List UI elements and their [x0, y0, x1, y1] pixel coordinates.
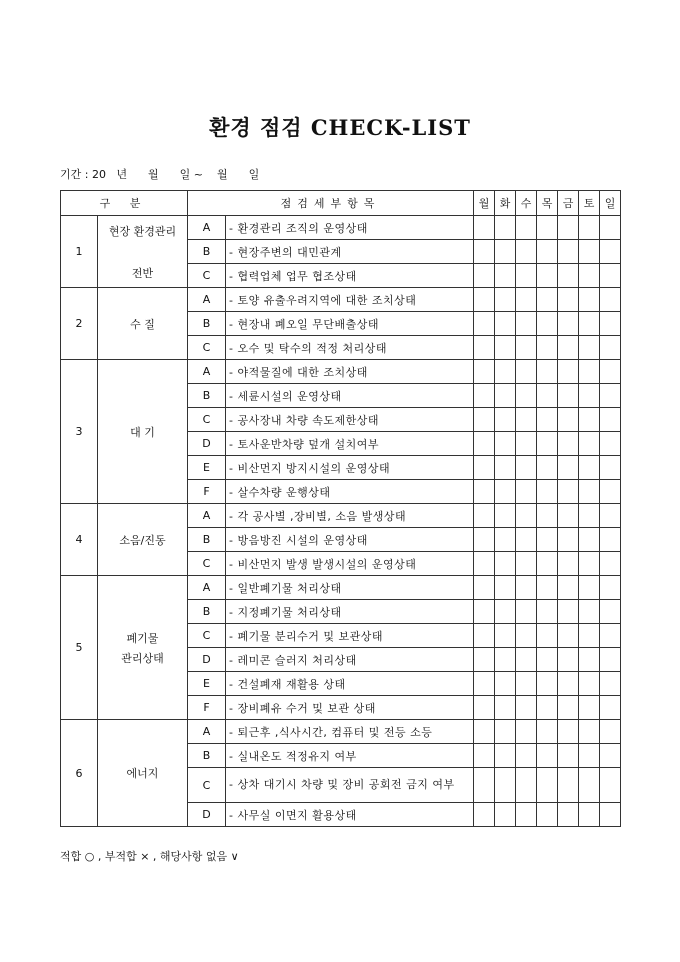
header-day-wed: 수 [516, 191, 537, 216]
check-cell[interactable] [558, 456, 579, 480]
item-description: - 협력업체 업무 협조상태 [226, 264, 474, 288]
check-cell[interactable] [516, 624, 537, 648]
check-cell[interactable] [600, 432, 621, 456]
check-cell[interactable] [495, 456, 516, 480]
check-cell[interactable] [558, 504, 579, 528]
check-cell[interactable] [600, 696, 621, 720]
header-category: 구 분 [61, 191, 188, 216]
check-cell[interactable] [537, 384, 558, 408]
group-number: 4 [61, 504, 98, 576]
check-cell[interactable] [558, 480, 579, 504]
check-cell[interactable] [600, 408, 621, 432]
group-category-line: 소음/진동 [119, 533, 166, 547]
check-cell[interactable] [600, 216, 621, 240]
item-description: - 환경관리 조직의 운영상태 [226, 216, 474, 240]
check-cell[interactable] [537, 528, 558, 552]
check-cell[interactable] [600, 288, 621, 312]
period-line: 기간 : 20 년 월 일 ~ 월 일 [60, 168, 260, 181]
check-cell[interactable] [537, 504, 558, 528]
legend: 적합 ○ , 부적합 × , 해당사항 없음 ∨ [60, 850, 239, 863]
item-code: B [188, 528, 226, 552]
item-code: B [188, 384, 226, 408]
check-cell[interactable] [474, 624, 495, 648]
header-row [61, 191, 621, 216]
check-cell[interactable] [516, 744, 537, 768]
check-cell[interactable] [495, 720, 516, 744]
item-description: - 오수 및 탁수의 적정 처리상태 [226, 336, 474, 360]
check-cell[interactable] [516, 696, 537, 720]
check-cell[interactable] [516, 480, 537, 504]
item-code: D [188, 432, 226, 456]
check-cell[interactable] [600, 336, 621, 360]
check-cell[interactable] [495, 336, 516, 360]
check-cell[interactable] [537, 768, 558, 803]
item-code: C [188, 264, 226, 288]
check-cell[interactable] [516, 672, 537, 696]
check-cell[interactable] [537, 216, 558, 240]
check-cell[interactable] [579, 768, 600, 803]
item-description: - 토양 유출우려지역에 대한 조치상태 [226, 288, 474, 312]
check-cell[interactable] [558, 312, 579, 336]
item-code: E [188, 456, 226, 480]
header-day-tue: 화 [495, 191, 516, 216]
checklist-table [60, 190, 621, 827]
check-cell[interactable] [579, 803, 600, 827]
check-cell[interactable] [558, 552, 579, 576]
group-category [98, 288, 188, 360]
check-cell[interactable] [537, 648, 558, 672]
check-cell[interactable] [579, 744, 600, 768]
check-cell[interactable] [516, 432, 537, 456]
item-description: - 실내온도 적정유지 여부 [226, 744, 474, 768]
check-cell[interactable] [558, 803, 579, 827]
check-cell[interactable] [579, 456, 600, 480]
item-code: C [188, 408, 226, 432]
item-description: - 폐기물 분리수거 및 보관상태 [226, 624, 474, 648]
check-cell[interactable] [474, 264, 495, 288]
item-code: A [188, 288, 226, 312]
check-cell[interactable] [516, 552, 537, 576]
check-cell[interactable] [579, 696, 600, 720]
check-cell[interactable] [474, 288, 495, 312]
header-day-mon: 월 [474, 191, 495, 216]
item-code: C [188, 552, 226, 576]
item-description: - 사무실 이면지 활용상태 [226, 803, 474, 827]
check-cell[interactable] [516, 528, 537, 552]
item-description: - 건설폐재 재활용 상태 [226, 672, 474, 696]
check-cell[interactable] [474, 480, 495, 504]
group-number: 3 [61, 360, 98, 504]
group-category-line: 관리상태 [121, 651, 164, 665]
check-cell[interactable] [474, 336, 495, 360]
check-cell[interactable] [537, 720, 558, 744]
group-category [98, 576, 188, 720]
item-code: C [188, 768, 226, 803]
item-description: - 토사운반차량 덮개 설치여부 [226, 432, 474, 456]
group-category [98, 720, 188, 827]
check-cell[interactable] [474, 803, 495, 827]
check-cell[interactable] [600, 624, 621, 648]
check-cell[interactable] [558, 648, 579, 672]
checklist-body [61, 216, 621, 827]
check-cell[interactable] [516, 768, 537, 803]
check-cell[interactable] [516, 288, 537, 312]
item-description: - 세륜시설의 운영상태 [226, 384, 474, 408]
item-code: A [188, 504, 226, 528]
table-row [61, 360, 621, 384]
check-cell[interactable] [558, 288, 579, 312]
page-title: 환경 점검 CHECK-LIST [209, 115, 471, 140]
check-cell[interactable] [558, 408, 579, 432]
check-cell[interactable] [600, 803, 621, 827]
check-cell[interactable] [579, 240, 600, 264]
check-cell[interactable] [474, 600, 495, 624]
item-description: - 현장내 폐오일 무단배출상태 [226, 312, 474, 336]
group-category-line: 전반 [131, 266, 154, 280]
check-cell[interactable] [516, 384, 537, 408]
group-category-line: 에너지 [126, 767, 159, 780]
check-cell[interactable] [495, 240, 516, 264]
item-description: - 현장주변의 대민관계 [226, 240, 474, 264]
item-code: A [188, 360, 226, 384]
item-code: C [188, 624, 226, 648]
check-cell[interactable] [579, 600, 600, 624]
item-description: - 공사장내 차량 속도제한상태 [226, 408, 474, 432]
check-cell[interactable] [579, 432, 600, 456]
item-code: D [188, 803, 226, 827]
item-description: - 레미콘 슬러지 처리상태 [226, 648, 474, 672]
check-cell[interactable] [495, 600, 516, 624]
check-cell[interactable] [600, 744, 621, 768]
check-cell[interactable] [537, 480, 558, 504]
check-cell[interactable] [558, 528, 579, 552]
check-cell[interactable] [579, 336, 600, 360]
check-cell[interactable] [474, 768, 495, 803]
check-cell[interactable] [579, 288, 600, 312]
header-day-thu: 목 [537, 191, 558, 216]
check-cell[interactable] [558, 576, 579, 600]
check-cell[interactable] [495, 216, 516, 240]
check-cell[interactable] [600, 504, 621, 528]
check-cell[interactable] [579, 624, 600, 648]
check-cell[interactable] [516, 648, 537, 672]
check-cell[interactable] [579, 552, 600, 576]
check-cell[interactable] [579, 216, 600, 240]
group-category-line: 폐기물 [126, 631, 159, 645]
table-row [61, 288, 621, 312]
check-cell[interactable] [579, 648, 600, 672]
check-cell[interactable] [600, 600, 621, 624]
check-cell[interactable] [579, 504, 600, 528]
check-cell[interactable] [474, 504, 495, 528]
header-day-sun: 일 [600, 191, 621, 216]
check-cell[interactable] [495, 360, 516, 384]
item-description: - 비산먼지 방지시설의 운영상태 [226, 456, 474, 480]
item-description: - 상차 대기시 차량 및 장비 공회전 금지 여부 [226, 768, 474, 803]
check-cell[interactable] [516, 600, 537, 624]
table-row [61, 504, 621, 528]
check-cell[interactable] [474, 528, 495, 552]
item-description: - 비산먼지 발생 발생시설의 운영상태 [226, 552, 474, 576]
header-day-fri: 금 [558, 191, 579, 216]
check-cell[interactable] [516, 803, 537, 827]
check-cell[interactable] [558, 360, 579, 384]
check-cell[interactable] [495, 408, 516, 432]
check-cell[interactable] [516, 576, 537, 600]
item-description: - 각 공사별 ,장비별, 소음 발생상태 [226, 504, 474, 528]
check-cell[interactable] [537, 336, 558, 360]
check-cell[interactable] [558, 384, 579, 408]
check-cell[interactable] [474, 552, 495, 576]
check-cell[interactable] [474, 456, 495, 480]
check-cell[interactable] [537, 672, 558, 696]
check-cell[interactable] [516, 360, 537, 384]
item-description: - 야적물질에 대한 조치상태 [226, 360, 474, 384]
group-category [98, 216, 188, 288]
table-row [61, 720, 621, 744]
check-cell[interactable] [558, 672, 579, 696]
check-cell[interactable] [495, 624, 516, 648]
check-cell[interactable] [495, 744, 516, 768]
check-cell[interactable] [537, 360, 558, 384]
item-code: B [188, 240, 226, 264]
item-code: B [188, 600, 226, 624]
check-cell[interactable] [474, 648, 495, 672]
check-cell[interactable] [537, 408, 558, 432]
check-cell[interactable] [600, 456, 621, 480]
check-cell[interactable] [600, 576, 621, 600]
check-cell[interactable] [537, 744, 558, 768]
check-cell[interactable] [495, 312, 516, 336]
check-cell[interactable] [558, 600, 579, 624]
check-cell[interactable] [537, 240, 558, 264]
check-cell[interactable] [579, 264, 600, 288]
item-description: - 일반폐기물 처리상태 [226, 576, 474, 600]
check-cell[interactable] [474, 240, 495, 264]
check-cell[interactable] [600, 264, 621, 288]
group-category-line: 대 기 [130, 425, 155, 439]
check-cell[interactable] [558, 720, 579, 744]
check-cell[interactable] [558, 264, 579, 288]
item-code: C [188, 336, 226, 360]
check-cell[interactable] [558, 768, 579, 803]
check-cell[interactable] [558, 336, 579, 360]
check-cell[interactable] [537, 803, 558, 827]
check-cell[interactable] [579, 360, 600, 384]
check-cell[interactable] [516, 264, 537, 288]
check-cell[interactable] [474, 744, 495, 768]
table-row [61, 576, 621, 600]
group-category-line: 수 질 [130, 317, 155, 331]
check-cell[interactable] [474, 312, 495, 336]
check-cell[interactable] [579, 408, 600, 432]
check-cell[interactable] [495, 672, 516, 696]
check-cell[interactable] [600, 552, 621, 576]
check-cell[interactable] [558, 624, 579, 648]
check-cell[interactable] [495, 768, 516, 803]
check-cell[interactable] [474, 408, 495, 432]
check-cell[interactable] [495, 480, 516, 504]
group-category-line: 현장 환경관리 [108, 224, 177, 238]
check-cell[interactable] [600, 720, 621, 744]
header-items: 점검세부항목 [188, 191, 474, 216]
item-code: E [188, 672, 226, 696]
check-cell[interactable] [600, 384, 621, 408]
check-cell[interactable] [579, 384, 600, 408]
item-description: - 방음방진 시설의 운영상태 [226, 528, 474, 552]
item-description: - 살수차량 운행상태 [226, 480, 474, 504]
check-cell[interactable] [495, 528, 516, 552]
check-cell[interactable] [474, 576, 495, 600]
check-cell[interactable] [537, 312, 558, 336]
check-cell[interactable] [558, 240, 579, 264]
item-code: B [188, 744, 226, 768]
check-cell[interactable] [516, 312, 537, 336]
check-cell[interactable] [579, 312, 600, 336]
item-description: - 지정폐기물 처리상태 [226, 600, 474, 624]
item-code: D [188, 648, 226, 672]
header-day-sat: 토 [579, 191, 600, 216]
check-cell[interactable] [474, 384, 495, 408]
check-cell[interactable] [537, 456, 558, 480]
check-cell[interactable] [579, 528, 600, 552]
check-cell[interactable] [600, 768, 621, 803]
check-cell[interactable] [600, 480, 621, 504]
check-cell[interactable] [579, 720, 600, 744]
check-cell[interactable] [516, 240, 537, 264]
group-category [98, 504, 188, 576]
check-cell[interactable] [474, 216, 495, 240]
check-cell[interactable] [474, 432, 495, 456]
check-cell[interactable] [579, 672, 600, 696]
check-cell[interactable] [537, 696, 558, 720]
check-cell[interactable] [474, 696, 495, 720]
check-cell[interactable] [495, 264, 516, 288]
check-cell[interactable] [537, 576, 558, 600]
check-cell[interactable] [495, 432, 516, 456]
check-cell[interactable] [495, 288, 516, 312]
item-code: B [188, 312, 226, 336]
check-cell[interactable] [516, 504, 537, 528]
check-cell[interactable] [600, 360, 621, 384]
check-cell[interactable] [516, 216, 537, 240]
check-cell[interactable] [600, 240, 621, 264]
item-code: A [188, 576, 226, 600]
check-cell[interactable] [495, 576, 516, 600]
item-description: - 장비폐유 수거 및 보관 상태 [226, 696, 474, 720]
check-cell[interactable] [537, 264, 558, 288]
check-cell[interactable] [495, 384, 516, 408]
check-cell[interactable] [600, 528, 621, 552]
item-code: A [188, 720, 226, 744]
group-category [98, 360, 188, 504]
check-cell[interactable] [474, 360, 495, 384]
group-number: 1 [61, 216, 98, 288]
group-number: 5 [61, 576, 98, 720]
check-cell[interactable] [558, 744, 579, 768]
item-code: F [188, 696, 226, 720]
group-number: 6 [61, 720, 98, 827]
check-cell[interactable] [558, 432, 579, 456]
check-cell[interactable] [516, 456, 537, 480]
check-cell[interactable] [474, 672, 495, 696]
check-cell[interactable] [474, 720, 495, 744]
check-cell[interactable] [516, 336, 537, 360]
group-number: 2 [61, 288, 98, 360]
check-cell[interactable] [495, 803, 516, 827]
check-cell[interactable] [495, 504, 516, 528]
check-cell[interactable] [579, 480, 600, 504]
check-cell[interactable] [537, 432, 558, 456]
check-cell[interactable] [537, 624, 558, 648]
check-cell[interactable] [600, 648, 621, 672]
check-cell[interactable] [495, 552, 516, 576]
check-cell[interactable] [495, 696, 516, 720]
check-cell[interactable] [495, 648, 516, 672]
check-cell[interactable] [537, 600, 558, 624]
check-cell[interactable] [558, 216, 579, 240]
check-cell[interactable] [516, 720, 537, 744]
check-cell[interactable] [537, 552, 558, 576]
item-code: F [188, 480, 226, 504]
item-code: A [188, 216, 226, 240]
check-cell[interactable] [600, 312, 621, 336]
check-cell[interactable] [600, 672, 621, 696]
check-cell[interactable] [537, 288, 558, 312]
item-description: - 퇴근후 ,식사시간, 컴퓨터 및 전등 소등 [226, 720, 474, 744]
check-cell[interactable] [516, 408, 537, 432]
table-row [61, 216, 621, 240]
check-cell[interactable] [558, 696, 579, 720]
check-cell[interactable] [579, 576, 600, 600]
